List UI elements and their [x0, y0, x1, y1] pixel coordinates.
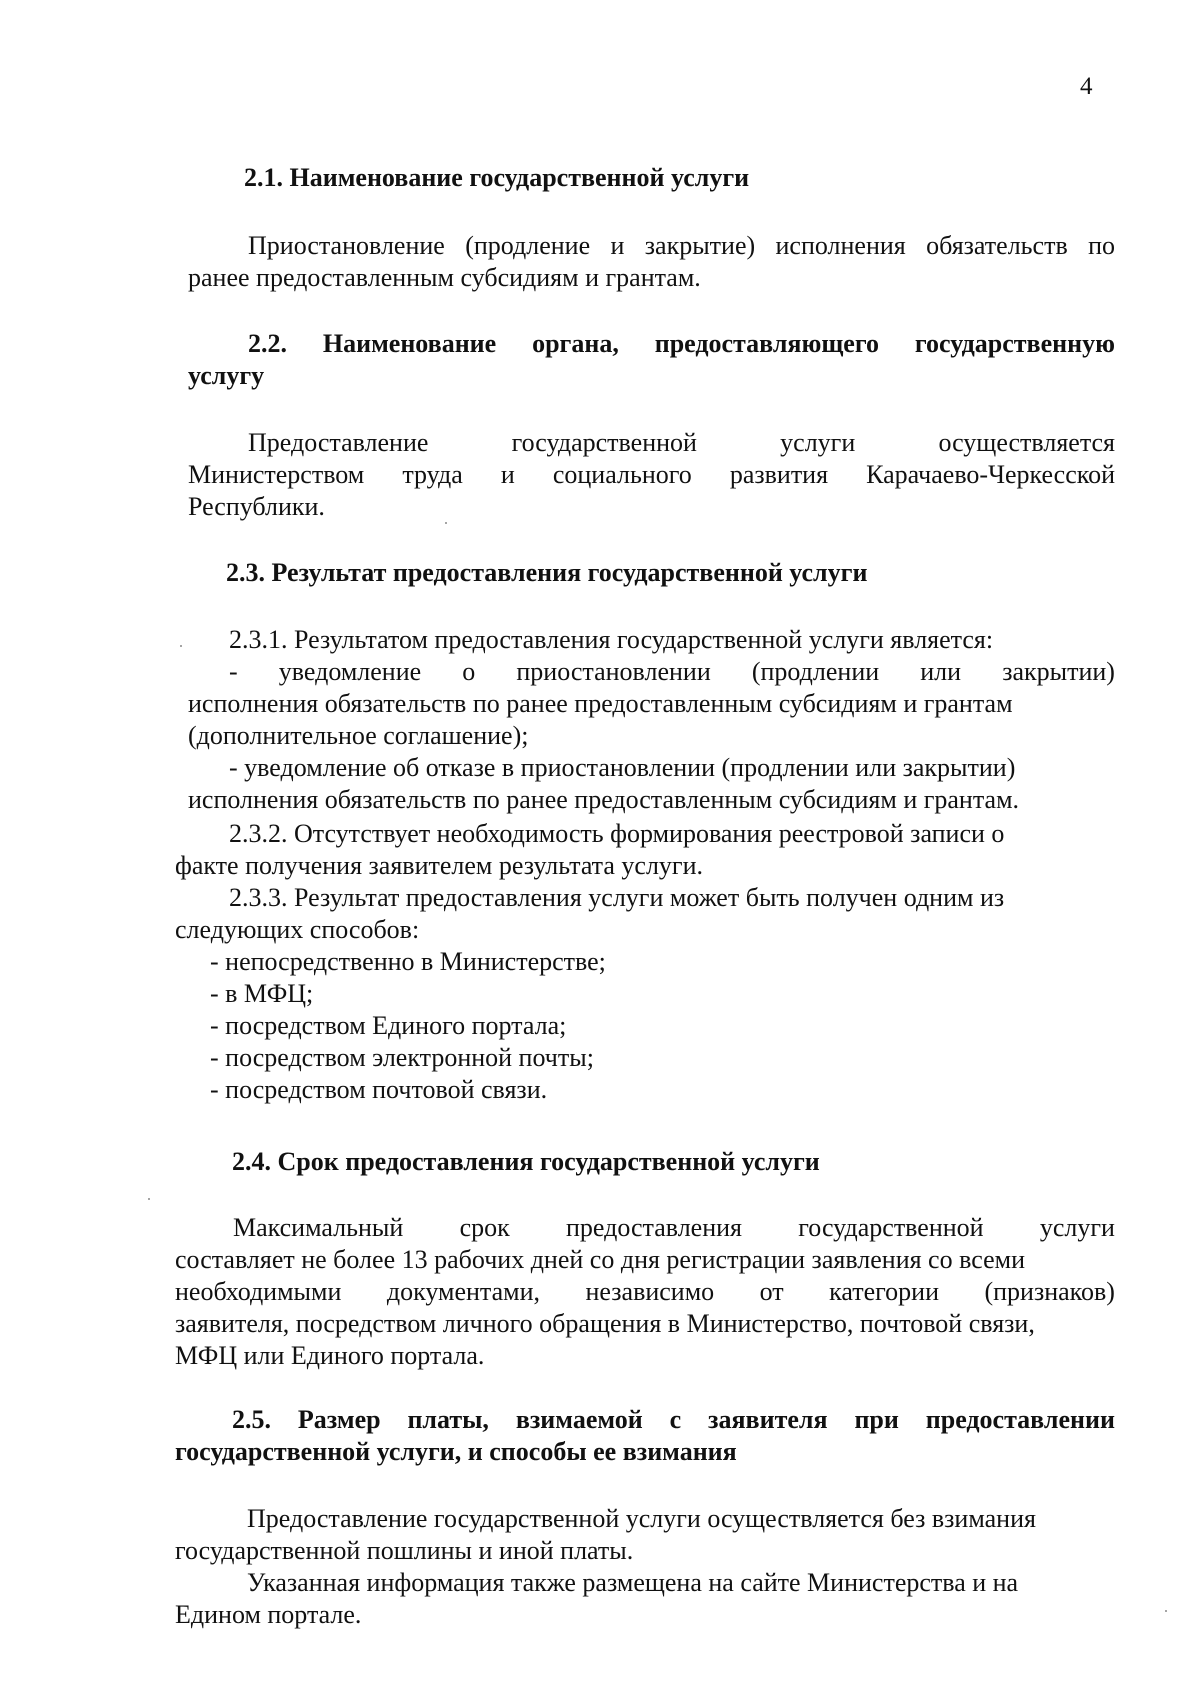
- text-line: составляет не более 13 рабочих дней со дня регистрации заявления со всеми: [175, 1245, 1025, 1274]
- word: закрытие): [644, 231, 756, 260]
- list-item: - посредством электронной почты;: [210, 1043, 594, 1072]
- scan-speck: [180, 645, 182, 647]
- text-line: факте получения заявителем результата услуги.: [175, 851, 703, 880]
- text-line: услугу: [188, 361, 265, 390]
- word: или: [920, 657, 962, 686]
- word: государственной: [511, 428, 697, 457]
- word: с: [669, 1405, 682, 1434]
- text-line: ранее предоставленным субсидиям и грантам.: [188, 263, 701, 292]
- list-item: - в МФЦ;: [210, 979, 314, 1008]
- word: органа,: [532, 329, 619, 358]
- word: услуги: [780, 428, 856, 457]
- word: труда: [402, 460, 463, 489]
- word: (продление: [465, 231, 591, 260]
- word: Размер: [297, 1405, 381, 1434]
- page-number: 4: [1080, 73, 1093, 100]
- scan-speck: [148, 1198, 150, 1200]
- justified-line: [188, 427, 1115, 459]
- text-line: Республики.: [188, 492, 325, 521]
- word: необходимыми: [175, 1277, 342, 1306]
- list-item: - непосредственно в Министерстве;: [210, 947, 606, 976]
- word: социального: [552, 460, 692, 489]
- text-line: следующих способов:: [175, 915, 420, 944]
- text-line: государственной услуги, и способы ее взимания: [175, 1437, 737, 1466]
- text-line: Предоставление государственной услуги осуществляется без взимания: [247, 1504, 1036, 1533]
- justified-line: [175, 1276, 1115, 1308]
- word: категории: [829, 1277, 939, 1306]
- section-2-3-paragraph: [188, 624, 1115, 816]
- justified-line: [188, 656, 1115, 688]
- word: от: [759, 1277, 784, 1306]
- word: платы,: [407, 1405, 489, 1434]
- text-line: государственной пошлины и иной платы.: [175, 1536, 634, 1565]
- word: государственную: [914, 329, 1115, 358]
- word: независимо: [585, 1277, 715, 1306]
- word: государственной: [798, 1213, 984, 1242]
- word: о: [462, 657, 476, 686]
- word: и: [610, 231, 625, 260]
- section-2-5-heading: [175, 1404, 1115, 1468]
- word: Максимальный: [233, 1213, 404, 1242]
- word: уведомление: [278, 657, 422, 686]
- text-line: исполнения обязательств по ранее предоставленным субсидиям и грантам.: [188, 785, 1020, 814]
- text-line: Указанная информация также размещена на сайте Министерства и на: [247, 1568, 1019, 1597]
- text-line: исполнения обязательств по ранее предоставленным субсидиям и грантам: [188, 689, 1013, 718]
- text-line: (дополнительное соглашение);: [188, 721, 529, 750]
- word: Предоставление: [248, 428, 429, 457]
- word: предоставления: [566, 1213, 742, 1242]
- list-item: - посредством почтовой связи.: [210, 1075, 548, 1104]
- word: (продлении: [751, 657, 880, 686]
- text-line: 2.3.1. Результатом предоставления государственной услуги является:: [229, 625, 994, 654]
- justified-line: [188, 230, 1115, 262]
- justified-line: [188, 328, 1115, 360]
- word: 2.5.: [232, 1405, 271, 1434]
- word: -: [229, 657, 238, 686]
- word: развития: [729, 460, 829, 489]
- word: предоставляющего: [654, 329, 880, 358]
- word: обязательств: [926, 231, 1068, 260]
- word: при: [854, 1405, 899, 1434]
- scan-speck: [1165, 1610, 1167, 1612]
- scan-speck: [445, 522, 447, 524]
- word: документами,: [386, 1277, 541, 1306]
- word: (признаков): [984, 1277, 1115, 1306]
- text-line: 2.3.2. Отсутствует необходимость формирования реестровой записи о: [229, 819, 1005, 848]
- word: заявителя: [708, 1405, 828, 1434]
- section-2-4-paragraph: [175, 1212, 1115, 1372]
- text-line: 2.3.3. Результат предоставления услуги может быть получен одним из: [229, 883, 1005, 912]
- section-2-3-paragraph-2: [175, 818, 1115, 1106]
- text-line: заявителя, посредством личного обращения в Министерство, почтовой связи,: [175, 1309, 1035, 1338]
- section-2-1-heading: 2.1. Наименование государственной услуги: [244, 163, 750, 192]
- justified-line: [188, 459, 1115, 491]
- word: Карачаево-Черкесской: [866, 460, 1115, 489]
- section-2-4-heading: 2.4. Срок предоставления государственной услуги: [232, 1147, 820, 1176]
- word: исполнения: [775, 231, 906, 260]
- word: закрытии): [1002, 657, 1115, 686]
- word: и: [500, 460, 515, 489]
- list-item: - посредством Единого портала;: [210, 1011, 567, 1040]
- word: осуществляется: [938, 428, 1115, 457]
- section-2-3-heading: 2.3. Результат предоставления государственной услуги: [226, 558, 868, 587]
- justified-line: [175, 1212, 1115, 1244]
- word: Наименование: [322, 329, 497, 358]
- justified-line: [175, 1404, 1115, 1436]
- word: взимаемой: [515, 1405, 643, 1434]
- word: срок: [459, 1213, 510, 1242]
- section-2-5-paragraph: [175, 1503, 1115, 1631]
- word: 2.2.: [248, 329, 287, 358]
- word: приостановлении: [516, 657, 711, 686]
- word: по: [1088, 231, 1115, 260]
- section-2-2-heading: [188, 328, 1115, 392]
- word: предоставлении: [925, 1405, 1115, 1434]
- text-line: Едином портале.: [175, 1600, 362, 1629]
- text-line: - уведомление об отказе в приостановлении (продлении или закрытии): [229, 753, 1016, 782]
- section-2-2-paragraph: [188, 427, 1115, 523]
- word: услуги: [1039, 1213, 1115, 1242]
- word: Министерством: [188, 460, 365, 489]
- section-2-1-paragraph: [188, 230, 1115, 294]
- text-line: МФЦ или Единого портала.: [175, 1341, 485, 1370]
- word: Приостановление: [248, 231, 445, 260]
